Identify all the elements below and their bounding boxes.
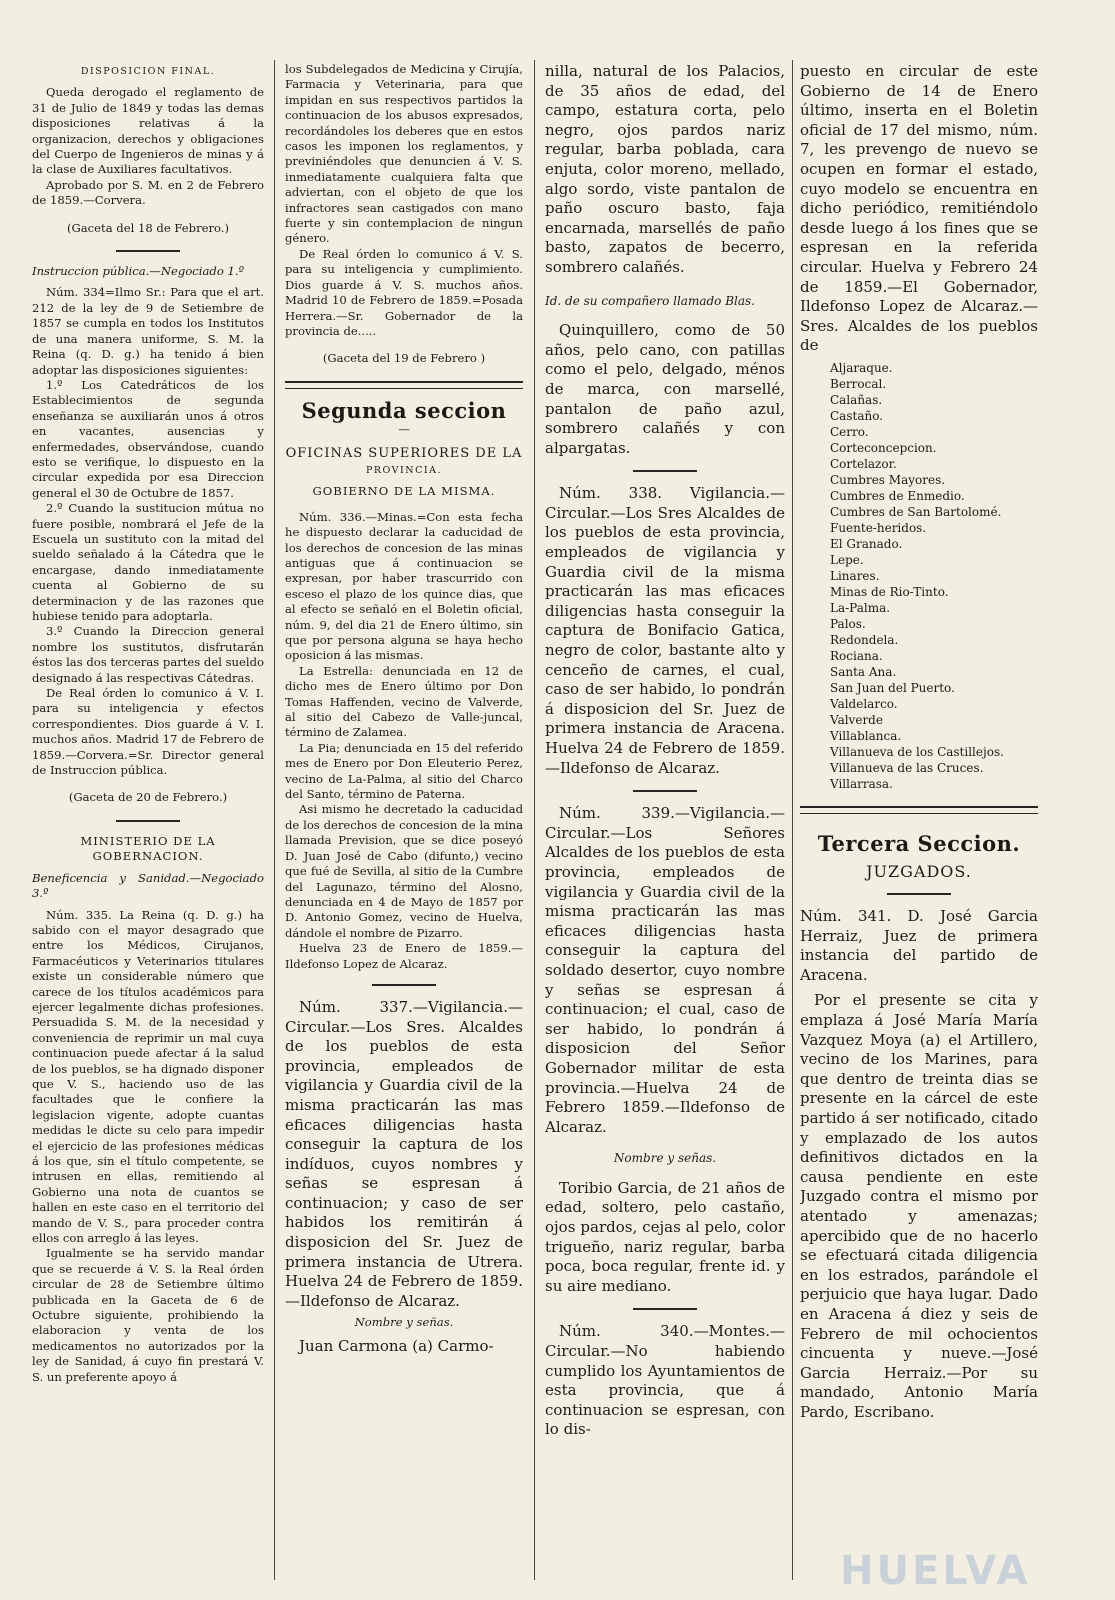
subheading: Nombre y señas.: [613, 1151, 717, 1166]
paragraph: Quinquillero, como de 50 años, pelo cano, con patillas como el pelo, delgado, ménos de marca, con marsellé, pantalon de paño azul, sombrero calañés y con alpargatas.: [545, 321, 785, 457]
list-item: Calañas.: [830, 392, 883, 407]
gazette-note: (Gaceta de 20 de Febrero.): [68, 790, 228, 805]
paragraph: Núm. 334=Ilmo Sr.: Para que el art. 212 de la ley de 9 de Setiembre de 1857 se cumpla en todos los Institutos de una manera uniforme, S. M. la Reina (q. D. g.) ha tenido á bien adoptar las disposiciones siguientes:: [32, 285, 264, 377]
column-rule: [274, 60, 275, 1580]
list-item: Santa Ana.: [830, 664, 897, 679]
paragraph: puesto en circular de este Gobierno de 14 de Enero último, inserta en el Boletin oficial de 17 del mismo, núm. 7, les prevengo de nuevo se ocupen en formar el estado, cuyo modelo se encuentra en dicho periódico, remitiéndolo desde luego á los fines que se espresan en la referida circular. Huelva y Febrero 24 de 1859.—El Gobernador, Ildefonso Lopez de Alcaraz.—Sres. Alcaldes de los pueblos de: [800, 62, 1038, 355]
gazette-note: (Gaceta del 18 de Febrero.): [66, 220, 229, 235]
paragraph: 1.º Los Catedráticos de los Establecimientos de segunda enseñanza se auxiliarán unos á otros en vacantes, ausencias y enfermedades, observándose, cuando esto se verifique, lo dispuesto en la circular expedida por esa Direccion general el 30 de Octubre de 1857.: [32, 377, 264, 500]
paragraph: Queda derogado el reglamento de 31 de Julio de 1849 y todas las demas disposiciones relativas á la organizacion, derechos y obligaciones del Cuerpo de Ingenieros de minas y á la clase de Auxiliares facultativos.: [32, 85, 264, 177]
dash: —: [398, 422, 410, 437]
list-item: Cumbres de Enmedio.: [830, 488, 965, 503]
paragraph: 2.º Cuando la sustitucion mútua no fuere posible, nombrará el Jefe de la Escuela un sustituto con la mitad del sueldo señalado á la Cátedra que le encargase, dando inmediatamente cuenta al Gobierno de su determinacion y de las razones que hubiese tenido para adoptarla.: [32, 501, 264, 623]
list-item: Villarrasa.: [830, 776, 893, 791]
paragraph: Núm. 336.—Minas.=Con esta fecha he dispuesto declarar la caducidad de los derechos de concesion de las minas antiguas que á continuacion se expresan, por haber trascurrido con esceso el plazo de los quince dias, que al efecto se señaló en el Boletin oficial, núm. 9, del dia 21 de Enero último, sin que por persona alguna se haya hecho oposicion á las mismas.: [285, 509, 523, 663]
paragraph: La Estrella: denunciada en 12 de dicho mes de Enero último por Don Tomas Haffenden, vecino de Valverde, al sitio del Cabezo de Valle-juncal, término de Zalamea.: [285, 663, 523, 740]
paragraph: Juan Carmona (a) Carmo-: [299, 1336, 494, 1355]
paragraph: Núm. 335. La Reina (q. D. g.) ha sabido con el mayor desagrado que entre los Médicos, Cirujanos, Farmacéuticos y Veterinarios titulares existe un considerable número que carece de los títulos académicos para ejercer legalmente dichas profesiones. Persuadida S. M. de la necesidad y conveniencia de reprimir un mal cuya continuacion puede afectar á la salud de los pueblos, se ha dignado disponer que V. S., haciendo uso de las facultades que le confiere la legislacion vigente, adopte cuantas medidas le dicte su celo para impedir el ejercicio de las profesiones médicas á los que, sin el título competente, se intrusen en ellas, remitiendo al Gobierno una nota de cuantos se hallen en este caso en el territorio del mando de V. S., para proceder contra ellos con arreglo á las leyes.: [32, 907, 264, 1246]
list-item: San Juan del Puerto.: [830, 680, 955, 695]
section-heading: DISPOSICION FINAL.: [80, 66, 216, 77]
subheading: Nombre y señas.: [354, 1315, 454, 1330]
paragraph: Toribio Garcia, de 21 años de edad, soltero, pelo castaño, ojos pardos, cejas al pelo, color trigueño, nariz regular, barba poca, boca regular, frente id. y su aire mediano.: [545, 1178, 785, 1295]
paragraph: Núm. 339.—Vigilancia.—Circular.—Los Señores Alcaldes de los pueblos de esta provincia, empleados de vigilancia y Guardia civil de la misma practicarán las mas eficaces diligencias hasta conseguir la captura del soldado desertor, cuyo nombre y señas se espresan á continuacion; el cual, caso de ser habido, lo pondrán á disposicion del Señor Gobernador militar de esta provincia.—Huelva 24 de Febrero 1859.—Ildefonso de Alcaraz.: [545, 804, 785, 1136]
column-2: [285, 62, 523, 1580]
list-item: Palos.: [830, 616, 866, 631]
list-item: La-Palma.: [830, 600, 891, 615]
paragraph: Núm. 341. D. José Garcia Herraiz, Juez de primera instancia del partido de Aracena.: [800, 907, 1038, 984]
paragraph: Igualmente se ha servido mandar que se recuerde á V. S. la Real órden circular de 28 de Setiembre último publicada en la Gaceta de 6 de Octubre siguiente, prohibiendo la elaboracion y venta de los medicamentos no autorizados por la ley de Sanidad, á cuyo fin prestará V. S. un preferente apoyo á: [32, 1246, 264, 1384]
list-item: Redondela.: [830, 632, 899, 647]
section-heading: PROVINCIA.: [366, 464, 442, 476]
separator: [633, 1308, 697, 1310]
double-rule: [285, 381, 523, 389]
watermark-logo: HUELVA: [840, 1548, 1031, 1594]
column-4: [800, 62, 1038, 1580]
paragraph: Núm. 337.—Vigilancia.—Circular.—Los Sres. Alcaldes de los pueblos de esta provincia, empleados de vigilancia y Guardia civil de la misma practicarán las mas eficaces diligencias hasta conseguir la captura de los indíduos, cuyos nombres y señas se espresan á continuacion; y caso de ser habidos los remitirán á disposicion del Sr. Juez de primera instancia de Utrera. Huelva 24 de Febrero de 1859.—Ildefonso de Alcaraz.: [285, 997, 523, 1310]
column-rule: [534, 60, 535, 1580]
subheading: Id. de su compañero llamado Blas.: [545, 293, 755, 308]
paragraph: Asi mismo he decretado la caducidad de los derechos de concesion de la mina llamada Prevision, que se dice poseyó D. Juan José de Cabo (difunto,) vecino que fué de Sevilla, al sitio de la Cumbre del Lagunazo, término del Alosno, denunciada en 4 de Mayo de 1857 por D. Antonio Gomez, vecino de Huelva, dándole el nombre de Pizarro.: [285, 802, 523, 940]
list-item: Cortelazor.: [830, 456, 897, 471]
section-heading: GOBIERNO DE LA MISMA.: [312, 484, 496, 499]
paragraph: nilla, natural de los Palacios, de 35 años de edad, del campo, estatura corta, pelo negro, ojos pardos nariz regular, barba poblada, cara enjuta, color moreno, mellado, algo sordo, viste pantalon de paño oscuro basto, faja encarnada, marsellés de paño basto, zapatos de becerro, sombrero calañés.: [545, 62, 785, 276]
list-item: Lepe.: [830, 552, 864, 567]
section-heading: Instruccion pública.—Negociado 1.º: [32, 264, 245, 279]
section-heading: Beneficencia y Sanidad.—Negociado 3.º: [32, 870, 264, 901]
list-item: Fuente-heridos.: [830, 520, 927, 535]
paragraph: Huelva 23 de Enero de 1859.—Ildefonso Lopez de Alcaraz.: [285, 941, 523, 971]
list-item: Berrocal.: [830, 376, 887, 391]
section-heading: JUZGADOS.: [866, 861, 972, 881]
separator: [116, 250, 180, 252]
list-item: Villanueva de los Castillejos.: [830, 744, 1004, 759]
section-heading: OFICINAS SUPERIORES DE LA: [285, 445, 523, 461]
separator: [633, 470, 697, 472]
list-item: El Granado.: [830, 536, 903, 551]
list-item: Cerro.: [830, 424, 869, 439]
list-item: Castaño.: [830, 408, 884, 423]
paragraph: 3.º Cuando la Direccion general nombre los sustitutos, disfrutarán éstos las dos terceras partes del sueldo designado á las respectivas Cátedras.: [32, 624, 264, 685]
list-item: Valdelarco.: [830, 696, 898, 711]
section-title: Tercera Seccion.: [817, 830, 1021, 856]
column-1: [32, 62, 264, 1580]
list-item: Villablanca.: [830, 728, 902, 743]
section-title: Segunda seccion: [301, 397, 507, 423]
separator: [116, 820, 180, 822]
separator: [372, 984, 436, 986]
gazette-note: (Gaceta del 19 de Febrero ): [322, 351, 486, 366]
column-rule: [792, 60, 793, 1580]
paragraph: De Real órden lo comunico á V. I. para su inteligencia y efectos correspondientes. Dios guarde á V. I. muchos años. Madrid 17 de Febrero de 1859.—Corvera.=Sr. Director general de Instruccion pública.: [32, 686, 264, 778]
list-item: Villanueva de las Cruces.: [830, 760, 984, 775]
list-item: Aljaraque.: [830, 360, 893, 375]
paragraph: Núm. 338. Vigilancia.—Circular.—Los Sres Alcaldes de los pueblos de esta provincia, empleados de vigilancia y Guardia civil de la misma practicarán las mas eficaces diligencias hasta conseguir la captura de Bonifacio Gatica, negro de color, bastante alto y cenceño de carnes, el cual, caso de ser habido, lo pondrán á disposicion del Sr. Juez de primera instancia de Aracena. Huelva 24 de Febrero de 1859.—Ildefonso de Alcaraz.: [545, 484, 785, 777]
paragraph: Por el presente se cita y emplaza á José María María Vazquez Moya (a) el Artillero, vecino de los Marines, para que dentro de treinta dias se presente en la cárcel de este partido á ser notificado, citado y emplazado de los autos definitivos dictados en la causa pendiente en este Juzgado contra el mismo por atentado y amenazas; apercibido que de no hacerlo se efectuará citada diligencia en los estrados, parándole el perjuicio que haya lugar. Dado en Aracena á diez y seis de Febrero de mil ochocientos cincuenta y nueve.—José Garcia Herraiz.—Por su mandado, Antonio María Pardo, Escribano.: [800, 991, 1038, 1421]
paragraph: Aprobado por S. M. en 2 de Febrero de 1859.—Corvera.: [32, 177, 264, 208]
paragraph: La Pia; denunciada en 15 del referido mes de Enero por Don Eleuterio Perez, vecino de La-Palma, al sitio del Charco del Santo, término de Paterna.: [285, 740, 523, 802]
column-3: [545, 62, 785, 1580]
list-item: Valverde: [830, 712, 883, 727]
paragraph: los Subdelegados de Medicina y Cirujía, Farmacia y Veterinaria, para que impidan en sus respectivos partidos la continuacion de los abusos expresados, recordándoles los deberes que en estos casos les imponen los reglamentos, y previniéndoles que denuncien á V. S. inmediatamente cualquiera falta que adviertan, con el objeto de que los infractores sean castigados con mano fuerte y sin contemplacion de ningun género.: [285, 62, 523, 246]
list-item: Corteconcepcion.: [830, 440, 937, 455]
double-rule: [800, 806, 1038, 814]
list-item: Linares.: [830, 568, 880, 583]
separator: [633, 790, 697, 792]
section-heading: MINISTERIO DE LA GOBERNACION.: [80, 833, 216, 864]
town-list: [830, 360, 1038, 792]
list-item: Cumbres Mayores.: [830, 472, 946, 487]
paragraph: Núm. 340.—Montes.—Circular.—No habiendo cumplido los Ayuntamientos de esta provincia, que á continuacion se espresan, con lo dis-: [545, 1322, 785, 1439]
list-item: Cumbres de San Bartolomé.: [830, 504, 1002, 519]
separator: [887, 893, 951, 895]
list-item: Minas de Rio-Tinto.: [830, 584, 949, 599]
list-item: Rociana.: [830, 648, 883, 663]
paragraph: De Real órden lo comunico á V. S. para su inteligencia y cumplimiento. Dios guarde á V. S. muchos años. Madrid 10 de Febrero de 1859.=Posada Herrera.—Sr. Gobernador de la provincia de.....: [285, 246, 523, 338]
